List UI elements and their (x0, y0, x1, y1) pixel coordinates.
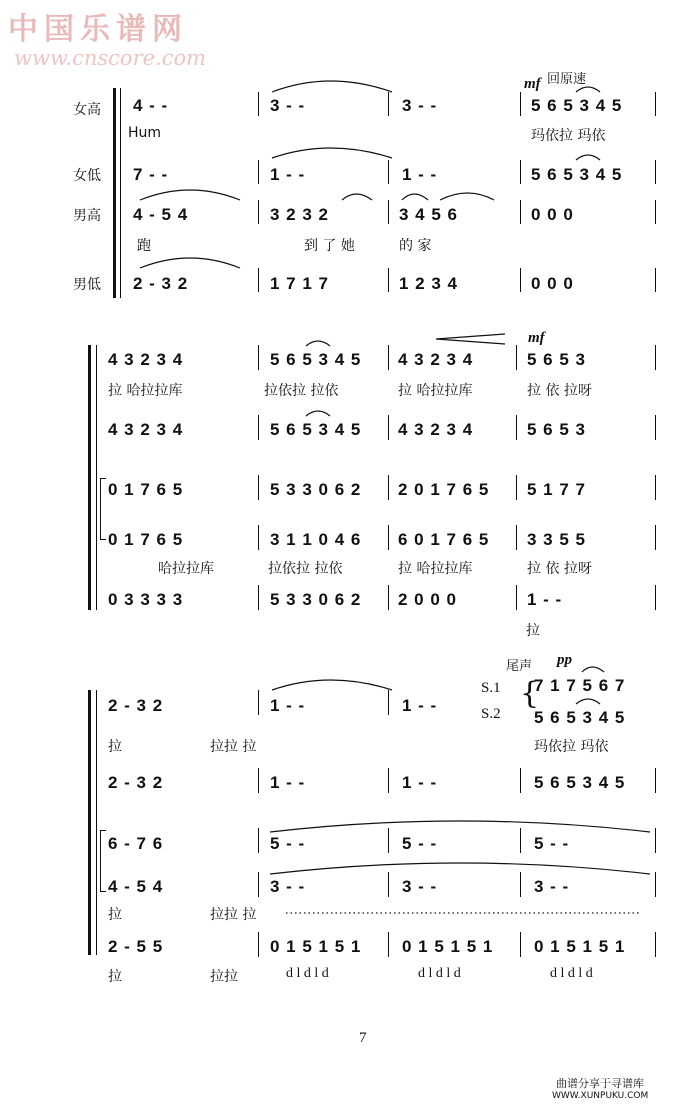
voice-tag-s1: S.1 (481, 680, 501, 696)
measure: 2 - 3 2 (133, 274, 189, 293)
tie-mark (272, 148, 392, 158)
crescendo-wedge (436, 334, 505, 344)
measure: 4 3 2 3 4 (398, 350, 474, 369)
footer-url: WWW.XUNPUKU.COM (552, 1091, 649, 1101)
barline (655, 475, 656, 500)
barline (388, 828, 389, 853)
lyric: 拉 哈拉拉库 (398, 383, 473, 399)
measure: 1 2 3 4 (399, 274, 458, 293)
measure: 1 - - (402, 696, 438, 715)
barline (388, 345, 389, 370)
measure: 2 0 0 0 (398, 590, 457, 609)
measure: 5 3 3 0 6 2 (270, 480, 362, 499)
lyric: 拉 (108, 969, 122, 985)
measure: 0 1 7 6 5 (108, 480, 184, 499)
watermark-logo: 中国乐谱网 (8, 12, 188, 47)
slur-mark (402, 194, 428, 200)
barline (655, 345, 656, 370)
slur-mark (140, 190, 240, 200)
barline (516, 345, 517, 370)
lyric: 玛依拉 玛依 (531, 128, 606, 144)
measure: 3 - - (270, 96, 306, 115)
measure: 3 3 5 5 (527, 530, 586, 549)
barline (258, 768, 259, 793)
barline (258, 828, 259, 853)
barline (655, 585, 656, 610)
measure: 5 6 5 3 4 5 (534, 773, 626, 792)
tie-mark (270, 821, 650, 832)
measure: 2 0 1 7 6 5 (398, 480, 490, 499)
system-start-barline (96, 345, 97, 610)
watermark-url: www.cnscore.com (14, 46, 207, 70)
measure: 5 6 5 3 4 5 (531, 96, 623, 115)
barline (516, 585, 517, 610)
barline (520, 160, 521, 184)
barline (258, 92, 259, 116)
measure: 7 - - (133, 165, 169, 184)
barline (388, 415, 389, 440)
measure: 6 - 7 6 (108, 834, 164, 853)
barline (520, 200, 521, 224)
barline (655, 415, 656, 440)
measure: 0 1 5 1 5 1 (402, 937, 494, 956)
slur-mark (576, 155, 600, 160)
system-bracket (88, 690, 96, 955)
lyric: 哈拉拉库 (158, 561, 214, 577)
barline (388, 932, 389, 957)
measure: 7 1 7 5 6 7 (534, 676, 626, 695)
measure: 2 - 3 2 (108, 773, 164, 792)
lyric: 拉 依 拉呀 (527, 561, 592, 577)
barline (655, 200, 656, 224)
lyric: 拉拉 拉 (210, 907, 257, 923)
lyric: 的 家 (399, 238, 432, 254)
measure: 5 6 5 3 4 5 (531, 165, 623, 184)
measure: 2 - 3 2 (108, 696, 164, 715)
measure: 1 - - (270, 773, 306, 792)
barline (516, 525, 517, 550)
part-label-tenor: 男高 (73, 208, 101, 224)
measure: 4 - 5 4 (108, 877, 164, 896)
barline (258, 872, 259, 897)
barline (520, 768, 521, 793)
barline (388, 872, 389, 897)
part-label-alto: 女低 (73, 168, 101, 184)
lyric: 拉依拉 拉依 (264, 383, 339, 399)
lyric: Hum (128, 125, 162, 141)
measure: 4 - - (133, 96, 169, 115)
slur-mark (140, 258, 240, 268)
part-label-soprano: 女高 (73, 102, 101, 118)
barline (388, 525, 389, 550)
measure: 5 6 5 3 4 5 (270, 350, 362, 369)
barline (516, 475, 517, 500)
barline (388, 268, 389, 292)
barline (655, 160, 656, 184)
barline (655, 92, 656, 116)
measure: 0 0 0 (531, 274, 574, 293)
dynamic-mf: mf (524, 76, 541, 92)
page-number: 7 (359, 1030, 367, 1046)
lyric: 拉 哈拉拉库 (398, 561, 473, 577)
measure: 4 - 5 4 (133, 205, 189, 224)
measure: 4 3 2 3 4 (108, 420, 184, 439)
barline (388, 160, 389, 184)
measure: 1 - - (270, 696, 306, 715)
tie-mark (272, 680, 392, 690)
lyric: 拉 (108, 739, 122, 755)
system-start-barline (96, 690, 97, 955)
slur-mark (306, 411, 330, 416)
measure: 3 1 1 0 4 6 (270, 530, 362, 549)
dynamic-pp: pp (557, 652, 572, 668)
barline (516, 415, 517, 440)
measure: 5 6 5 3 (527, 350, 586, 369)
barline (520, 268, 521, 292)
barline (258, 690, 259, 715)
lyric: d l d l d (550, 966, 593, 981)
tenor-bracket (100, 830, 106, 892)
measure: 5 3 3 0 6 2 (270, 590, 362, 609)
lyric: 拉 依 拉呀 (527, 383, 592, 399)
lyric: 拉 (108, 907, 122, 923)
tempo-mark: 回原速 (547, 72, 587, 87)
barline (520, 872, 521, 897)
barline (258, 345, 259, 370)
lyric: 拉拉 (210, 969, 238, 985)
measure: 1 - - (402, 773, 438, 792)
barline (655, 768, 656, 793)
slur-mark (342, 194, 372, 200)
slur-mark (440, 193, 494, 200)
measure: 5 6 5 3 (527, 420, 586, 439)
tie-mark (272, 81, 392, 92)
barline (258, 415, 259, 440)
tie-mark (270, 863, 650, 874)
lyric: 拉 (526, 623, 540, 639)
measure: 0 1 5 1 5 1 (270, 937, 362, 956)
measure: 0 1 7 6 5 (108, 530, 184, 549)
barline (258, 585, 259, 610)
lyric: 跑 (137, 238, 151, 254)
measure: 5 - - (534, 834, 570, 853)
lyric: 拉依拉 拉依 (268, 561, 343, 577)
barline (655, 525, 656, 550)
barline (655, 872, 656, 897)
barline (388, 690, 389, 715)
lyric: 拉 哈拉拉库 (108, 383, 183, 399)
barline (258, 200, 259, 224)
measure: 5 6 5 3 4 5 (534, 708, 626, 727)
barline (655, 268, 656, 292)
lyric: d l d l d (418, 966, 461, 981)
measure: 5 1 7 7 (527, 480, 586, 499)
dynamic-mf: mf (528, 330, 545, 346)
barline (520, 92, 521, 116)
barline (388, 475, 389, 500)
lyric: d l d l d (286, 966, 329, 981)
system-bracket (88, 345, 96, 610)
measure: 6 0 1 7 6 5 (398, 530, 490, 549)
barline (258, 268, 259, 292)
measure: 2 - 5 5 (108, 937, 164, 956)
measure: 0 3 3 3 3 (108, 590, 184, 609)
barline (655, 932, 656, 957)
measure: 3 - - (402, 877, 438, 896)
barline (655, 828, 656, 853)
barline (388, 92, 389, 116)
measure: 5 - - (402, 834, 438, 853)
footer-credit: 曲谱分享于寻谱库 (556, 1077, 644, 1090)
measure: 3 - - (402, 96, 438, 115)
barline (520, 932, 521, 957)
measure: 1 - - (270, 165, 306, 184)
measure: 5 - - (270, 834, 306, 853)
slur-mark (582, 667, 604, 672)
measure: 0 1 5 1 5 1 (534, 937, 626, 956)
measure: 1 7 1 7 (270, 274, 329, 293)
lyric: 拉拉 拉 (210, 739, 257, 755)
measure: 3 4 5 6 (399, 205, 458, 224)
tenor-bracket (100, 478, 106, 540)
slur-mark (576, 699, 600, 704)
lyric: 到 了 她 (304, 238, 355, 254)
measure: 1 - - (527, 590, 563, 609)
barline (388, 768, 389, 793)
measure: 1 - - (402, 165, 438, 184)
measure: 4 3 2 3 4 (108, 350, 184, 369)
measure: 3 2 3 2 (270, 205, 329, 224)
coda-label: 尾声 (506, 659, 533, 674)
barline (520, 828, 521, 853)
measure: 0 0 0 (531, 205, 574, 224)
barline (258, 932, 259, 957)
measure: 3 - - (534, 877, 570, 896)
lyric: 玛依拉 玛依 (534, 739, 609, 755)
barline (388, 200, 389, 224)
measure: 5 6 5 3 4 5 (270, 420, 362, 439)
slur-mark (576, 87, 600, 92)
barline (258, 160, 259, 184)
slur-mark (306, 341, 330, 346)
barline (258, 475, 259, 500)
barline (388, 585, 389, 610)
part-label-bass: 男低 (73, 277, 101, 293)
system-start-barline (120, 88, 121, 298)
measure: 4 3 2 3 4 (398, 420, 474, 439)
barline (258, 525, 259, 550)
measure: 3 - - (270, 877, 306, 896)
voice-tag-s2: S.2 (481, 706, 501, 722)
voice-divide-brace: { (520, 676, 540, 711)
